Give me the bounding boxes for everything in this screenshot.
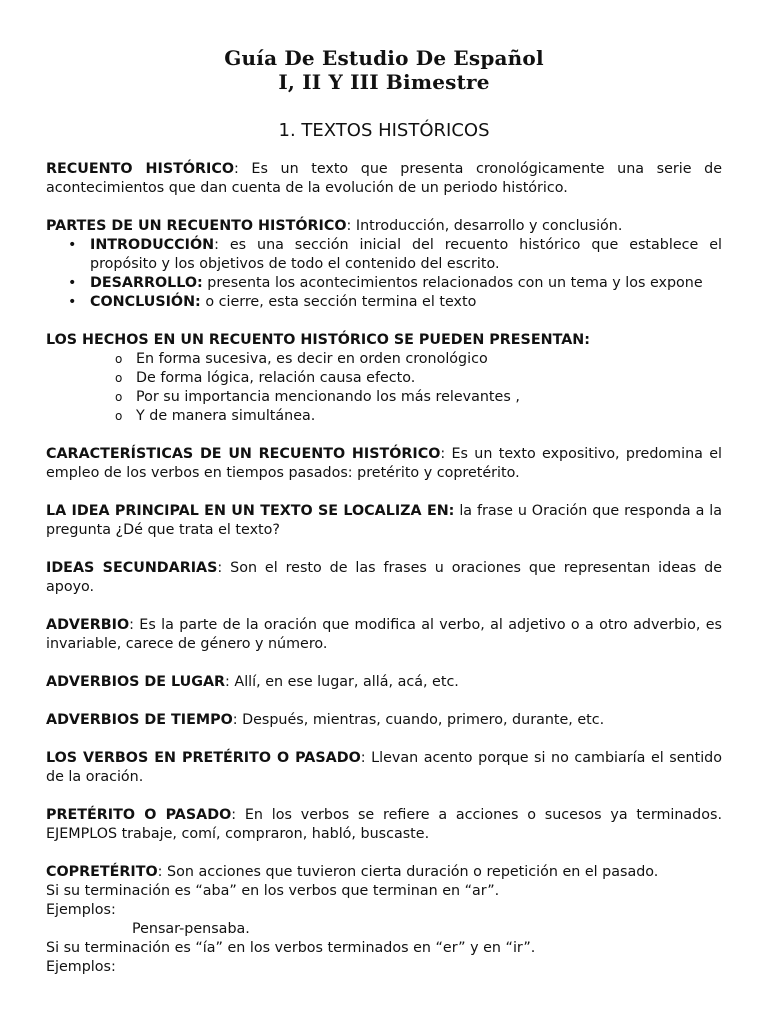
text-adverbios-tiempo: : Después, mientras, cuando, primero, durante, etc. xyxy=(232,712,605,728)
list-item-text: presenta los acontecimientos relacionados con un tema y los expone xyxy=(202,275,703,291)
list-item-text: o cierre, esta sección termina el texto xyxy=(200,294,477,310)
text-adverbio: : Es la parte de la oración que modifica al verbo, al adjetivo o a otro adverbio, es invariable, carece de género y número. xyxy=(46,617,722,652)
text-adverbios-lugar: : Allí, en ese lugar, allá, acá, etc. xyxy=(225,674,459,690)
copreterito-rule-er-ir: Si su terminación es “ía” en los verbos terminados en “er” y en “ir”. xyxy=(46,940,536,956)
paragraph-caracteristicas xyxy=(46,445,722,483)
document-title-line1: Guía De Estudio De Español xyxy=(224,46,544,70)
list-item xyxy=(115,407,722,426)
text-idea-principal: la frase u Oración que responda a la pregunta ¿Dé que trata el texto? xyxy=(46,503,722,538)
text-preterito: : En los verbos se refiere a acciones o sucesos ya terminados. EJEMPLOS trabaje, comí, compraron, habló, buscaste. xyxy=(46,807,723,842)
paragraph-recuento xyxy=(46,160,722,198)
paragraph-adverbios-lugar xyxy=(46,673,722,692)
circle-bullet-icon: o xyxy=(115,390,123,404)
term-verbos-preterito: LOS VERBOS EN PRETÉRITO O PASADO xyxy=(46,750,361,766)
list-item-text: Y de manera simultánea. xyxy=(136,408,316,424)
list-item xyxy=(68,236,722,274)
paragraph-verbos-preterito xyxy=(46,749,722,787)
text-ideas-secundarias: : Son el resto de las frases u oraciones que representan ideas de apoyo. xyxy=(46,560,722,595)
section-title: 1. TEXTOS HISTÓRICOS xyxy=(278,120,490,141)
term-adverbio: ADVERBIO xyxy=(46,617,130,633)
term-partes: PARTES DE UN RECUENTO HISTÓRICO xyxy=(46,218,347,234)
paragraph-partes xyxy=(46,217,722,236)
paragraph-copreterito xyxy=(46,863,722,882)
list-item-text: Por su importancia mencionando los más relevantes , xyxy=(136,389,520,405)
paragraph-adverbio xyxy=(46,616,722,654)
circle-bullet-icon: o xyxy=(115,371,123,385)
list-item-term: INTRODUCCIÓN xyxy=(90,237,215,253)
term-idea-principal: LA IDEA PRINCIPAL EN UN TEXTO SE LOCALIZA EN: xyxy=(46,503,455,519)
paragraph-ideas-secundarias xyxy=(46,559,722,597)
partes-list xyxy=(46,236,722,312)
term-adverbios-tiempo: ADVERBIOS DE TIEMPO xyxy=(46,712,233,728)
paragraph-preterito xyxy=(46,806,722,844)
list-item xyxy=(68,293,722,312)
example-item: Pensar-pensaba. xyxy=(132,921,250,937)
paragraph-adverbios-tiempo xyxy=(46,711,722,730)
list-item xyxy=(115,369,722,388)
term-copreterito: COPRETÉRITO xyxy=(46,864,158,880)
term-ideas-secundarias: IDEAS SECUNDARIAS xyxy=(46,560,218,576)
circle-bullet-icon: o xyxy=(115,409,123,423)
list-item xyxy=(68,274,722,293)
list-item xyxy=(115,388,722,407)
bullet-icon: • xyxy=(68,237,77,253)
document-title-line2: I, II Y III Bimestre xyxy=(278,70,490,94)
paragraph-hechos: LOS HECHOS EN UN RECUENTO HISTÓRICO SE PUEDEN PRESENTAN: xyxy=(46,332,590,348)
hechos-list xyxy=(46,350,722,426)
list-item-term: CONCLUSIÓN: xyxy=(90,294,201,310)
copreterito-rule-ar: Si su terminación es “aba” en los verbos que terminan en “ar”. xyxy=(46,883,500,899)
term-recuento: RECUENTO HISTÓRICO xyxy=(46,161,235,177)
term-preterito: PRETÉRITO O PASADO xyxy=(46,807,232,823)
term-adverbios-lugar: ADVERBIOS DE LUGAR xyxy=(46,674,226,690)
circle-bullet-icon: o xyxy=(115,352,123,366)
list-item-text: : es una sección inicial del recuento histórico que establece el propósito y los objetivos de todo el contenido del escrito. xyxy=(90,237,722,272)
bullet-icon: • xyxy=(68,275,77,291)
list-item xyxy=(115,350,722,369)
list-item-term: DESARROLLO: xyxy=(90,275,203,291)
term-caracteristicas: CARACTERÍSTICAS DE UN RECUENTO HISTÓRICO xyxy=(46,446,441,462)
text-partes: : Introducción, desarrollo y conclusión. xyxy=(346,218,623,234)
bullet-icon: • xyxy=(68,294,77,310)
text-verbos-preterito: : Llevan acento porque si no cambiaría el sentido de la oración. xyxy=(46,750,722,785)
examples-label: Ejemplos: xyxy=(46,902,116,918)
text-recuento: : Es un texto que presenta cronológicamente una serie de acontecimientos que dan cuenta de la evolución de un periodo histórico. xyxy=(46,161,722,196)
examples-label: Ejemplos: xyxy=(46,959,116,975)
paragraph-idea-principal xyxy=(46,502,722,540)
list-item-text: En forma sucesiva, es decir en orden cronológico xyxy=(136,351,488,367)
list-item-text: De forma lógica, relación causa efecto. xyxy=(136,370,416,386)
text-caracteristicas: : Es un texto expositivo, predomina el empleo de los verbos en tiempos pasados: pretérito y copretérito. xyxy=(46,446,722,481)
text-copreterito: : Son acciones que tuvieron cierta duración o repetición en el pasado. xyxy=(157,864,659,880)
